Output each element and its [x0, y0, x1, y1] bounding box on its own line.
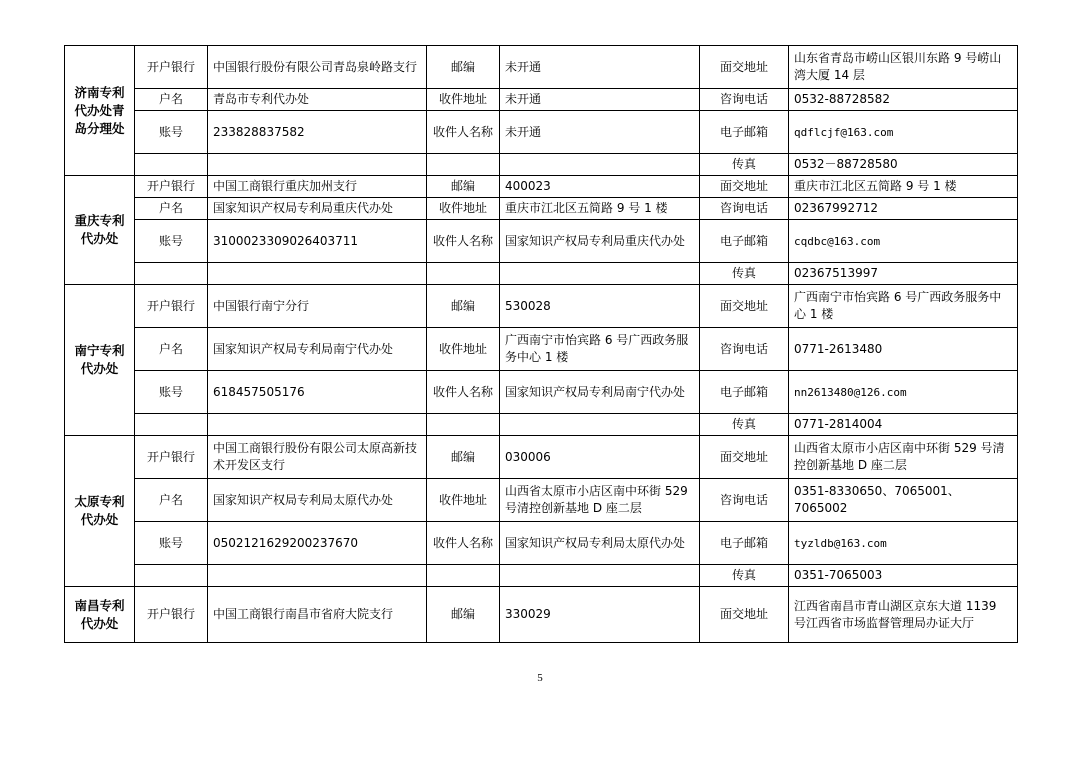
email-label: 电子邮箱: [700, 220, 789, 263]
account-name-value: 国家知识产权局专利局太原代办处: [208, 479, 427, 522]
empty-cell: [427, 414, 500, 436]
visit-address-label: 面交地址: [700, 46, 789, 89]
account-number-label: 账号: [135, 522, 208, 565]
phone-value: 0532-88728582: [789, 89, 1018, 111]
email-value: cqdbc@163.com: [789, 220, 1018, 263]
empty-cell: [135, 414, 208, 436]
receive-address-label: 收件地址: [427, 89, 500, 111]
phone-label: 咨询电话: [700, 328, 789, 371]
receive-address-value: 未开通: [500, 89, 700, 111]
fax-label: 传真: [700, 565, 789, 587]
fax-label: 传真: [700, 263, 789, 285]
empty-cell: [135, 154, 208, 176]
empty-cell: [135, 565, 208, 587]
account-number-label: 账号: [135, 111, 208, 154]
fax-label: 传真: [700, 414, 789, 436]
empty-cell: [427, 263, 500, 285]
zip-value: 330029: [500, 587, 700, 643]
empty-cell: [500, 263, 700, 285]
table-row: [65, 220, 1018, 263]
receive-address-label: 收件地址: [427, 479, 500, 522]
office-name: 南昌专利代办处: [65, 587, 135, 643]
office-name: 济南专利代办处青岛分理处: [65, 46, 135, 176]
zip-label: 邮编: [427, 176, 500, 198]
patent-office-contact-table: [64, 45, 1018, 643]
phone-label: 咨询电话: [700, 89, 789, 111]
bank-value: 中国工商银行南昌市省府大院支行: [208, 587, 427, 643]
receive-address-label: 收件地址: [427, 198, 500, 220]
zip-value: 未开通: [500, 46, 700, 89]
phone-value: 02367992712: [789, 198, 1018, 220]
table-row: [65, 328, 1018, 371]
table-row: [65, 565, 1018, 587]
table-row: [65, 522, 1018, 565]
bank-label: 开户银行: [135, 587, 208, 643]
table-row: [65, 587, 1018, 643]
account-name-label: 户名: [135, 89, 208, 111]
email-value: nn2613480@126.com: [789, 371, 1018, 414]
account-number-value: 618457505176: [208, 371, 427, 414]
visit-address-label: 面交地址: [700, 587, 789, 643]
zip-label: 邮编: [427, 285, 500, 328]
visit-address-label: 面交地址: [700, 285, 789, 328]
recipient-label: 收件人名称: [427, 371, 500, 414]
account-name-value: 青岛市专利代办处: [208, 89, 427, 111]
phone-value: 0771-2613480: [789, 328, 1018, 371]
table-row: [65, 46, 1018, 89]
zip-value: 530028: [500, 285, 700, 328]
account-name-value: 国家知识产权局专利局重庆代办处: [208, 198, 427, 220]
bank-value: 中国银行股份有限公司青岛泉岭路支行: [208, 46, 427, 89]
office-name: 太原专利代办处: [65, 436, 135, 587]
fax-value: 0532－88728580: [789, 154, 1018, 176]
empty-cell: [427, 154, 500, 176]
account-number-value: 0502121629200237670: [208, 522, 427, 565]
table-row: [65, 176, 1018, 198]
recipient-value: 国家知识产权局专利局太原代办处: [500, 522, 700, 565]
bank-value: 中国银行南宁分行: [208, 285, 427, 328]
empty-cell: [500, 154, 700, 176]
email-value: qdflcjf@163.com: [789, 111, 1018, 154]
empty-cell: [208, 565, 427, 587]
table-row: [65, 263, 1018, 285]
table-row: [65, 154, 1018, 176]
recipient-label: 收件人名称: [427, 522, 500, 565]
empty-cell: [427, 565, 500, 587]
receive-address-value: 重庆市江北区五简路 9 号 1 楼: [500, 198, 700, 220]
empty-cell: [500, 414, 700, 436]
zip-label: 邮编: [427, 436, 500, 479]
email-label: 电子邮箱: [700, 111, 789, 154]
email-value: tyzldb@163.com: [789, 522, 1018, 565]
table-row: [65, 198, 1018, 220]
fax-value: 0351-7065003: [789, 565, 1018, 587]
recipient-label: 收件人名称: [427, 220, 500, 263]
account-name-label: 户名: [135, 328, 208, 371]
empty-cell: [208, 154, 427, 176]
fax-label: 传真: [700, 154, 789, 176]
account-name-label: 户名: [135, 479, 208, 522]
bank-label: 开户银行: [135, 46, 208, 89]
visit-address-label: 面交地址: [700, 436, 789, 479]
visit-address-value: 山东省青岛市崂山区银川东路 9 号崂山湾大厦 14 层: [789, 46, 1018, 89]
zip-value: 030006: [500, 436, 700, 479]
visit-address-value: 山西省太原市小店区南中环街 529 号清控创新基地 D 座二层: [789, 436, 1018, 479]
recipient-value: 未开通: [500, 111, 700, 154]
bank-value: 中国工商银行股份有限公司太原高新技术开发区支行: [208, 436, 427, 479]
bank-label: 开户银行: [135, 436, 208, 479]
office-name: 南宁专利代办处: [65, 285, 135, 436]
zip-label: 邮编: [427, 46, 500, 89]
account-name-value: 国家知识产权局专利局南宁代办处: [208, 328, 427, 371]
table-row: [65, 371, 1018, 414]
table-row: [65, 111, 1018, 154]
empty-cell: [208, 263, 427, 285]
empty-cell: [208, 414, 427, 436]
receive-address-label: 收件地址: [427, 328, 500, 371]
account-number-label: 账号: [135, 220, 208, 263]
fax-value: 0771-2814004: [789, 414, 1018, 436]
account-name-label: 户名: [135, 198, 208, 220]
office-name: 重庆专利代办处: [65, 176, 135, 285]
visit-address-label: 面交地址: [700, 176, 789, 198]
zip-label: 邮编: [427, 587, 500, 643]
bank-value: 中国工商银行重庆加州支行: [208, 176, 427, 198]
table-row: [65, 479, 1018, 522]
page-number: 5: [537, 672, 543, 684]
email-label: 电子邮箱: [700, 522, 789, 565]
fax-value: 02367513997: [789, 263, 1018, 285]
recipient-label: 收件人名称: [427, 111, 500, 154]
account-number-value: 3100023309026403711: [208, 220, 427, 263]
zip-value: 400023: [500, 176, 700, 198]
phone-label: 咨询电话: [700, 479, 789, 522]
visit-address-value: 重庆市江北区五简路 9 号 1 楼: [789, 176, 1018, 198]
recipient-value: 国家知识产权局专利局南宁代办处: [500, 371, 700, 414]
empty-cell: [135, 263, 208, 285]
bank-label: 开户银行: [135, 285, 208, 328]
account-number-value: 233828837582: [208, 111, 427, 154]
account-number-label: 账号: [135, 371, 208, 414]
receive-address-value: 广西南宁市怡宾路 6 号广西政务服务中心 1 楼: [500, 328, 700, 371]
receive-address-value: 山西省太原市小店区南中环街 529 号清控创新基地 D 座二层: [500, 479, 700, 522]
phone-value: 0351-8330650、7065001、7065002: [789, 479, 1018, 522]
phone-label: 咨询电话: [700, 198, 789, 220]
table-row: [65, 89, 1018, 111]
bank-label: 开户银行: [135, 176, 208, 198]
visit-address-value: 江西省南昌市青山湖区京东大道 1139 号江西省市场监督管理局办证大厅: [789, 587, 1018, 643]
table-row: [65, 414, 1018, 436]
empty-cell: [500, 565, 700, 587]
visit-address-value: 广西南宁市怡宾路 6 号广西政务服务中心 1 楼: [789, 285, 1018, 328]
recipient-value: 国家知识产权局专利局重庆代办处: [500, 220, 700, 263]
table-row: [65, 285, 1018, 328]
table-row: [65, 436, 1018, 479]
email-label: 电子邮箱: [700, 371, 789, 414]
